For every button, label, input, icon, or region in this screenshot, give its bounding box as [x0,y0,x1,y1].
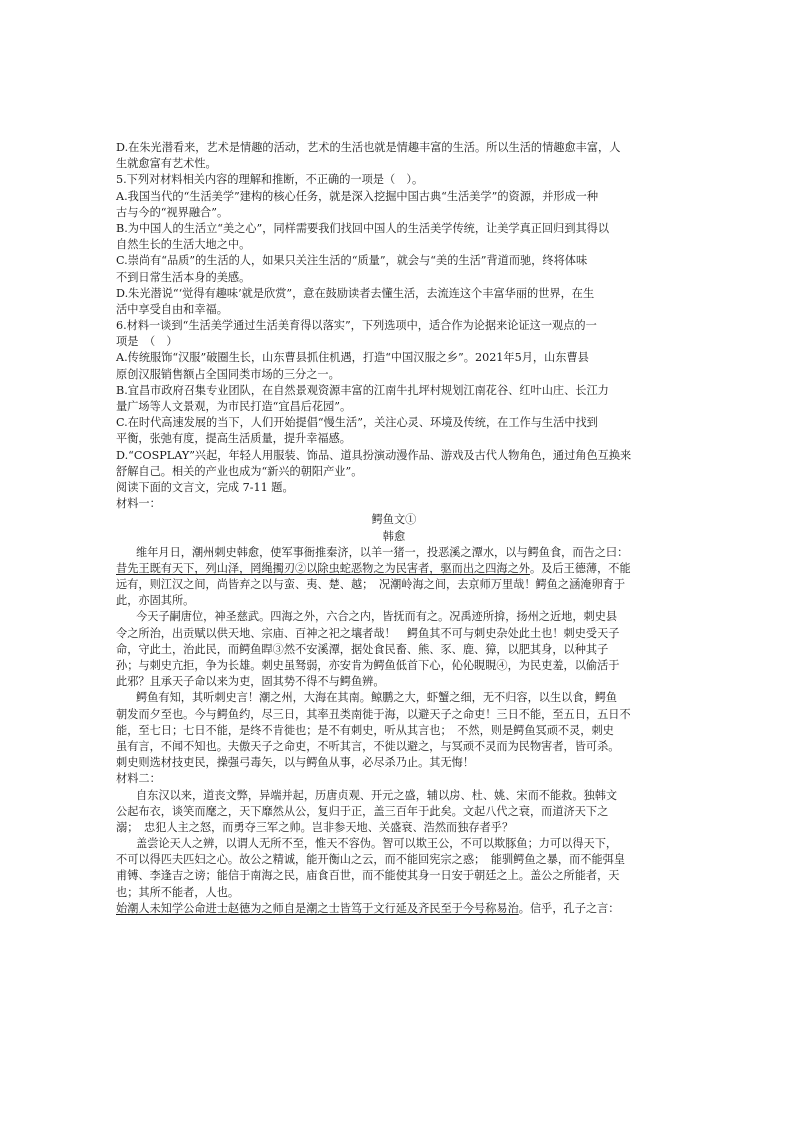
paragraph-line: 鳄鱼有知，其听刺史言！潮之州，大海在其南。鲸鹏之大，虾蟹之细，无不归容，以生以食，鳄鱼 [136,691,618,705]
paragraph-line: 今天子嗣唐位，神圣慈武。四海之外，六合之内，皆抚而有之。况禹迹所揜，扬州之近地，刺史县 [136,610,618,624]
paragraph-line: 维年月日，潮州刺史韩愈，使军事衙推秦济，以羊一猪一，投恶溪之潭水，以与鳄鱼食，而告之曰： [136,545,629,559]
text-line: 平衡，张弛有度，提高生活质量，提升幸福感。 [116,432,351,446]
text-span: 。信乎，孔子之言： [518,901,620,915]
text-line: 古与今的“视界融合”。 [116,205,229,219]
option-b: B.为中国人的生活立“美之心”，同样需要我们找回中国人的生活美学传统，让美学真正回归到其得以 [116,221,610,235]
text-line: D.在朱光潜看来，艺术是情趣的活动，艺术的生活也就是情趣丰富的生活。所以生活的情趣愈丰富，人 [116,141,621,154]
essay-title: 鳄鱼文① [371,513,417,527]
paragraph-line: 孙；与刺史亢拒，争为长雄。刺史虽驽弱，亦安肯为鳄鱼低首下心，伈伈睍睍④，为民吏羞，以偷活于 [116,659,620,672]
text-line: 项是 （ ） [116,335,178,349]
text-line: 量广场等人文景观，为市民打造“宜昌后花园”。 [116,400,352,413]
paragraph-line [116,561,672,577]
paragraph-line: 命，守此土，治此民，而鳄鱼睅③然不安溪潭，据处食民畜、熊、豕、鹿、獐，以肥其身，以种其子 [116,642,609,656]
text-line: 活中享受自由和幸福。 [116,302,228,316]
material-1-label: 材料一： [116,497,161,511]
paragraph-line: 刺史则选材技吏民，操强弓毒矢，以与鳄鱼从事，必尽杀乃止。其无悔！ [116,756,475,770]
underlined-sentence: 始潮人未知学公命进士赵德为之师自是潮之士皆笃于文行延及齐民至于今号称易治 [116,901,519,915]
option-c: C.崇尚有“品质”的生活的人，如果只关注生活的“质量”，就会与“美的生活”背道而驰，终将体味 [116,254,588,268]
paragraph-line: 盖尝论天人之辨，以谓人无所不至，惟天不容伪。智可以欺王公，不可以欺豚鱼；力可以得天下， [136,837,618,851]
paragraph-line: 不可以得匹夫匹妇之心。故公之精诚，能开衡山之云，而不能回宪宗之惑； 能驯鳄鱼之暴，而不能弭皇 [116,853,626,867]
option-d: D.朱光潜说“‘觉得有趣味’就是欣赏”，意在鼓励读者去懂生活，去流连这个丰富华丽的世界，在生 [116,286,595,300]
text-line: 生就愈富有艺术性。 [116,157,217,171]
text-span: 。及后王德薄，不能 [529,561,631,575]
option-b: B.宜昌市政府召集专业团队，在自然景观资源丰富的江南牛扎坪村规划江南花谷、红叶山庄、长江力 [116,383,609,397]
paragraph-line: 自东汉以来，道丧文弊，异端并起，历唐贞观、开元之盛，辅以房、杜、姚、宋而不能救。独韩文 [136,788,618,802]
paragraph-line: 令之所治，出贡赋以供天地、宗庙、百神之祀之壤者哉！ 鳄鱼其不可与刺史杂处此土也！刺史受天子 [116,626,620,640]
option-a: A.我国当代的“生活美学”建构的核心任务，就是深入挖掘中国古典“生活美学”的资源，并形成一种 [116,189,599,203]
paragraph-line [116,901,672,917]
question-6: 6.材料一谈到“生活美学通过生活美育得以落实”，下列选项中，适合作为论据来论证这一观点的一 [116,319,597,333]
question-5: 5.下列对材料相关内容的理解和推断，不正确的一项是（ ）。 [116,173,424,187]
underlined-sentence: 昔先王既有天下，列山泽，罔绳擉刃②以除虫蛇恶物之为民害者，驱而出之四海之外 [116,561,530,575]
text-line: 原创汉服销售额占全国同类市场的三分之一。 [116,367,340,381]
paragraph-line: 朝发而夕至也。今与鳄鱼约，尽三日，其率丑类南徙于海，以避天子之命吏！三日不能，至五日，五日不 [116,707,631,721]
document-page [116,140,672,917]
paragraph-line: 溺； 忠犯人主之怒，而勇夺三军之帅。岂非参天地、关盛衰、浩然而独存者乎？ [116,820,514,834]
option-d: D.“COSPLAY”兴起，年轻人用服装、饰品、道具扮演动漫作品、游戏及古代人物角色，通过角色互换来 [116,448,632,462]
paragraph-line: 也；其所不能者，人也。 [116,885,240,899]
paragraph-line: 能，至七日；七日不能，是终不肯徙也；是不有刺史，听从其言也； 不然，则是鳄鱼冥顽不灵，刺史 [116,723,614,737]
option-a: A.传统服饰“汉服”破圈生长，山东曹县抓住机遇，打造“中国汉服之乡”。2021年5月，山东曹县 [116,351,589,365]
reading-instruction: 阅读下面的文言文，完成 7-11 题。 [116,480,294,494]
text-line: 舒解自己。相关的产业也成为“新兴的朝阳产业”。 [116,464,363,478]
paragraph-line: 远有，则江汉之间，尚皆弃之以与蛮、夷、楚、越； 况潮岭海之间，去京师万里哉！鳄鱼之涵淹卵育于 [116,578,626,592]
paragraph-line: 甫镈、李逢吉之谤；能信于南海之民，庙食百世，而不能使其身一日安于朝廷之上。盖公之所能者，天 [116,869,620,883]
paragraph-line: 此，亦固其所。 [116,594,195,608]
essay-author: 韩愈 [382,529,406,543]
paragraph-line: 此邪？且承天子命以来为吏，固其势不得不与鳄鱼辨。 [116,675,385,689]
text-line: 自然生长的生活大地之中。 [116,238,251,252]
paragraph-line: 公起布衣，谈笑而麾之，天下靡然从公，复归于正，盖三百年于此矣。文起八代之衰，而道济天下之 [116,804,609,818]
text-line: 不到日常生活本身的美感。 [116,270,251,284]
paragraph-line: 虽有言，不闻不知也。夫傲天子之命吏，不听其言，不徙以避之，与冥顽不灵而为民物害者，皆可杀。 [116,739,620,753]
material-2-label: 材料二： [116,772,161,786]
option-c: C.在时代高速发展的当下，人们开始提倡“慢生活”，关注心灵、环境及传统，在工作与生活中找到 [116,416,598,430]
